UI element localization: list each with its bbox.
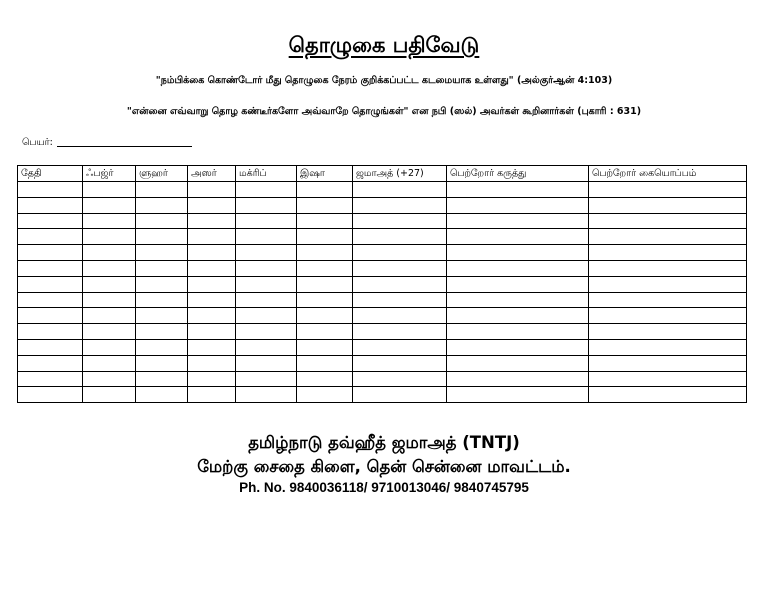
table-cell[interactable] <box>18 387 83 403</box>
table-cell[interactable] <box>297 260 353 276</box>
table-cell[interactable] <box>297 324 353 340</box>
table-cell[interactable] <box>136 308 188 324</box>
table-cell[interactable] <box>236 339 297 355</box>
table-cell[interactable] <box>447 387 589 403</box>
table-cell[interactable] <box>188 387 236 403</box>
table-cell[interactable] <box>589 339 747 355</box>
table-header-row <box>18 166 747 182</box>
table-row <box>18 292 747 308</box>
table-cell[interactable] <box>136 197 188 213</box>
table-row <box>18 308 747 324</box>
table-cell[interactable] <box>353 229 447 245</box>
table-cell[interactable] <box>447 292 589 308</box>
table-cell[interactable] <box>353 245 447 261</box>
table-cell[interactable] <box>83 229 136 245</box>
table-cell[interactable] <box>188 308 236 324</box>
table-cell[interactable] <box>447 276 589 292</box>
table-row <box>18 387 747 403</box>
table-cell[interactable] <box>18 182 83 198</box>
table-cell[interactable] <box>18 260 83 276</box>
table-cell[interactable] <box>236 213 297 229</box>
table-cell[interactable] <box>18 339 83 355</box>
table-cell[interactable] <box>188 292 236 308</box>
table-cell[interactable] <box>136 324 188 340</box>
table-cell[interactable] <box>297 229 353 245</box>
table-cell[interactable] <box>447 182 589 198</box>
name-label: பெயர்: <box>22 137 53 148</box>
table-cell[interactable] <box>188 324 236 340</box>
table-cell[interactable] <box>589 276 747 292</box>
table-cell[interactable] <box>297 182 353 198</box>
table-cell[interactable] <box>589 355 747 371</box>
table-cell[interactable] <box>297 213 353 229</box>
table-cell[interactable] <box>297 355 353 371</box>
table-cell[interactable] <box>83 292 136 308</box>
table-body <box>18 182 747 403</box>
table-cell[interactable] <box>589 182 747 198</box>
table-cell[interactable] <box>236 324 297 340</box>
table-cell[interactable] <box>353 355 447 371</box>
table-cell[interactable] <box>297 387 353 403</box>
table-cell[interactable] <box>83 371 136 387</box>
table-row <box>18 182 747 198</box>
table-cell[interactable] <box>353 260 447 276</box>
page-title <box>0 33 768 60</box>
table-cell[interactable] <box>83 182 136 198</box>
table-cell[interactable] <box>18 276 83 292</box>
table-row <box>18 355 747 371</box>
table-row <box>18 324 747 340</box>
table-row <box>18 229 747 245</box>
table-cell[interactable] <box>297 339 353 355</box>
table-cell[interactable] <box>353 308 447 324</box>
table-cell[interactable] <box>18 197 83 213</box>
col-header-luhar: ளுஹர் <box>136 166 188 182</box>
table-cell[interactable] <box>447 213 589 229</box>
table-cell[interactable] <box>18 308 83 324</box>
table-row <box>18 260 747 276</box>
table-cell[interactable] <box>18 229 83 245</box>
table-cell[interactable] <box>188 355 236 371</box>
col-header-asar: அஸர் <box>188 166 236 182</box>
table-cell[interactable] <box>353 213 447 229</box>
branch-name: மேற்கு சைதை கிளை, தென் சென்னை மாவட்டம். <box>197 457 571 476</box>
table-cell[interactable] <box>589 245 747 261</box>
table-row <box>18 213 747 229</box>
table-row <box>18 339 747 355</box>
table-cell[interactable] <box>188 182 236 198</box>
table-cell[interactable] <box>589 229 747 245</box>
table-cell[interactable] <box>83 260 136 276</box>
table-cell[interactable] <box>236 292 297 308</box>
table-cell[interactable] <box>447 260 589 276</box>
table-cell[interactable] <box>353 339 447 355</box>
table-cell[interactable] <box>188 260 236 276</box>
table-cell[interactable] <box>136 276 188 292</box>
table-cell[interactable] <box>447 229 589 245</box>
page-title-text: தொழுகை பதிவேடு <box>288 33 480 57</box>
table-cell[interactable] <box>447 339 589 355</box>
table-cell[interactable] <box>236 371 297 387</box>
table-cell[interactable] <box>353 182 447 198</box>
table-cell[interactable] <box>18 355 83 371</box>
table-cell[interactable] <box>18 292 83 308</box>
table-cell[interactable] <box>589 260 747 276</box>
table-cell[interactable] <box>136 229 188 245</box>
table-cell[interactable] <box>297 292 353 308</box>
table-cell[interactable] <box>136 260 188 276</box>
table-cell[interactable] <box>136 292 188 308</box>
table-cell[interactable] <box>188 276 236 292</box>
table-cell[interactable] <box>447 197 589 213</box>
table-cell[interactable] <box>188 213 236 229</box>
table-cell[interactable] <box>136 387 188 403</box>
table-cell[interactable] <box>447 371 589 387</box>
table-cell[interactable] <box>83 276 136 292</box>
col-header-isha: இஷா <box>297 166 353 182</box>
table-cell[interactable] <box>353 371 447 387</box>
col-header-maghrib: மக்ரிப் <box>236 166 297 182</box>
col-header-date: தேதி <box>18 166 83 182</box>
table-cell[interactable] <box>136 213 188 229</box>
table-cell[interactable] <box>353 292 447 308</box>
table-cell[interactable] <box>18 324 83 340</box>
table-row <box>18 371 747 387</box>
table-cell[interactable] <box>297 276 353 292</box>
table-cell[interactable] <box>589 292 747 308</box>
table-cell[interactable] <box>136 339 188 355</box>
prayer-log-table <box>17 165 747 403</box>
table-cell[interactable] <box>83 339 136 355</box>
table-cell[interactable] <box>18 245 83 261</box>
hadith-quote: "என்னை எவ்வாறு தொழ கண்டீர்களோ அவ்வாறே தொழுங்கள்" என நபி (ஸல்) அவர்கள் கூறினார்கள் (புகாரி : 631) <box>126 106 642 117</box>
table-cell[interactable] <box>236 229 297 245</box>
table-cell[interactable] <box>83 355 136 371</box>
table-cell[interactable] <box>188 245 236 261</box>
table-cell[interactable] <box>136 371 188 387</box>
table-cell[interactable] <box>83 308 136 324</box>
quran-quote: "நம்பிக்கை கொண்டோர் மீது தொழுகை நேரம் குறிக்கப்பட்ட கடமையாக உள்ளது" (அல்குர்ஆன் 4:103) <box>155 75 613 86</box>
table-cell[interactable] <box>236 260 297 276</box>
table-cell[interactable] <box>447 308 589 324</box>
table-cell[interactable] <box>297 197 353 213</box>
table-cell[interactable] <box>136 355 188 371</box>
col-header-parent-comment: பெற்றோர் கருத்து <box>447 166 589 182</box>
table-row <box>18 245 747 261</box>
table-cell[interactable] <box>236 308 297 324</box>
table-cell[interactable] <box>353 197 447 213</box>
table-cell[interactable] <box>447 355 589 371</box>
table-cell[interactable] <box>188 197 236 213</box>
table-cell[interactable] <box>136 182 188 198</box>
table-cell[interactable] <box>18 371 83 387</box>
table-cell[interactable] <box>589 324 747 340</box>
table-cell[interactable] <box>236 276 297 292</box>
table-cell[interactable] <box>236 182 297 198</box>
table-cell[interactable] <box>447 245 589 261</box>
table-cell[interactable] <box>188 229 236 245</box>
table-cell[interactable] <box>297 371 353 387</box>
table-cell[interactable] <box>589 387 747 403</box>
col-header-fajr: ஃபஜ்ர் <box>83 166 136 182</box>
table-cell[interactable] <box>353 387 447 403</box>
table-cell[interactable] <box>297 245 353 261</box>
table-cell[interactable] <box>136 245 188 261</box>
org-name: தமிழ்நாடு தவ்ஹீத் ஜமாஅத் (TNTJ) <box>248 433 520 452</box>
table-cell[interactable] <box>589 308 747 324</box>
phone-numbers: Ph. No. 9840036118/ 9710013046/ 9840745795 <box>239 480 529 495</box>
col-header-jamaat: ஜமாஅத் (+27) <box>353 166 447 182</box>
table-cell[interactable] <box>83 213 136 229</box>
name-blank-line <box>57 146 192 147</box>
table-cell[interactable] <box>83 387 136 403</box>
col-header-parent-signature: பெற்றோர் கையொப்பம் <box>589 166 747 182</box>
table-row <box>18 197 747 213</box>
table-cell[interactable] <box>236 387 297 403</box>
name-field <box>22 137 192 149</box>
table-cell[interactable] <box>589 371 747 387</box>
table-cell[interactable] <box>236 245 297 261</box>
table-cell[interactable] <box>589 197 747 213</box>
table-cell[interactable] <box>188 371 236 387</box>
table-cell[interactable] <box>236 197 297 213</box>
table-cell[interactable] <box>83 197 136 213</box>
table-cell[interactable] <box>589 213 747 229</box>
table-cell[interactable] <box>353 324 447 340</box>
table-cell[interactable] <box>188 339 236 355</box>
table-cell[interactable] <box>236 355 297 371</box>
table-cell[interactable] <box>353 276 447 292</box>
table-cell[interactable] <box>18 213 83 229</box>
table-row <box>18 276 747 292</box>
table-cell[interactable] <box>83 245 136 261</box>
table-cell[interactable] <box>297 308 353 324</box>
table-cell[interactable] <box>447 324 589 340</box>
table-cell[interactable] <box>83 324 136 340</box>
